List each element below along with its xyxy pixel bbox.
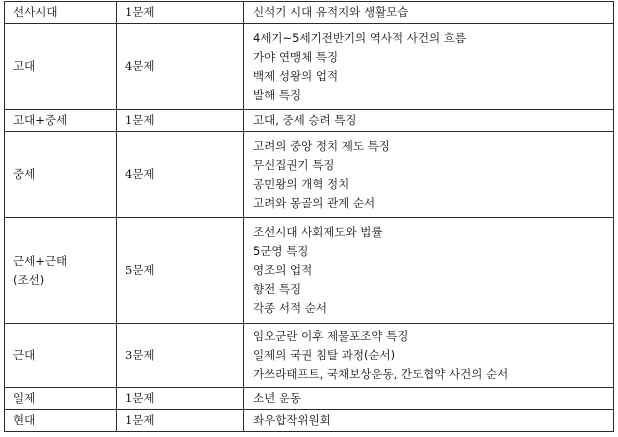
question-count: 1문제	[125, 113, 155, 127]
topic-item: 향전 특징	[253, 282, 302, 296]
topic-item: 고대, 중세 승려 특징	[253, 113, 357, 127]
question-count: 1문제	[125, 391, 155, 405]
topic-item: 각종 서적 순서	[253, 301, 327, 315]
topic-item: 발해 특징	[253, 87, 302, 102]
table-row	[5, 132, 614, 218]
era-cell	[5, 410, 117, 432]
table-row	[5, 2, 614, 24]
era-cell	[5, 132, 117, 218]
topic-item: 4세기~5세기전반기의 역사적 사건의 흐름	[253, 30, 466, 45]
table-row	[5, 218, 614, 324]
exam-topic-table	[4, 1, 614, 432]
topic-item: 백제 성왕의 업적	[253, 68, 339, 83]
topics-cell	[244, 24, 614, 110]
era-label: 중세	[13, 167, 36, 181]
topic-item: 영조의 업적	[253, 263, 313, 277]
era-sublabel: (조선)	[13, 272, 45, 287]
question-count: 3문제	[125, 348, 155, 362]
table-row	[5, 110, 614, 132]
topic-item: 임오군란 이후 제물포조약 특징	[253, 329, 409, 343]
question-count-cell	[117, 324, 244, 388]
question-count-cell	[117, 388, 244, 410]
era-label: 일제	[13, 391, 36, 405]
topics-cell	[244, 218, 614, 324]
topics-cell	[244, 132, 614, 218]
topic-item: 좌우합작위원회	[253, 413, 331, 427]
era-cell	[5, 218, 117, 324]
topics-cell	[244, 2, 614, 24]
question-count-cell	[117, 218, 244, 324]
era-label: 고대+중세	[13, 113, 68, 127]
topics-cell	[244, 410, 614, 432]
table-row	[5, 388, 614, 410]
era-label: 근세+근태	[13, 253, 68, 268]
question-count-cell	[117, 132, 244, 218]
question-count: 1문제	[125, 5, 155, 19]
topic-item: 공민왕의 개혁 정치	[253, 176, 350, 191]
table-row	[5, 410, 614, 432]
table-row	[5, 24, 614, 110]
era-cell	[5, 110, 117, 132]
question-count-cell	[117, 24, 244, 110]
question-count: 1문제	[125, 413, 155, 427]
topics-cell	[244, 324, 614, 388]
question-count: 4문제	[125, 59, 155, 73]
era-label: 근대	[13, 348, 36, 362]
topic-item: 5군영 특징	[253, 244, 309, 258]
era-cell	[5, 2, 117, 24]
table-row	[5, 324, 614, 388]
question-count-cell	[117, 110, 244, 132]
era-cell	[5, 324, 117, 388]
topic-item: 고려와 몽골의 관계 순서	[253, 195, 376, 210]
topic-item: 가야 연맹체 특징	[253, 49, 339, 64]
question-count: 4문제	[125, 167, 155, 181]
question-count-cell	[117, 410, 244, 432]
topic-item: 고려의 중앙 정치 제도 특징	[253, 138, 390, 153]
topics-cell	[244, 388, 614, 410]
topic-item: 무신집권기 특징	[253, 157, 335, 172]
era-cell	[5, 388, 117, 410]
question-count-cell	[117, 2, 244, 24]
topic-item: 조선시대 사회제도와 법률	[253, 225, 383, 239]
topic-item: 신석기 시대 유적지와 생활모습	[253, 5, 409, 19]
topic-item: 가쓰라태프트, 국채보상운동, 간도협약 사건의 순서	[253, 367, 509, 381]
topic-item: 일제의 국권 침탈 과정(순서)	[253, 348, 396, 362]
topic-item: 소년 운동	[253, 391, 302, 405]
era-cell	[5, 24, 117, 110]
question-count: 5문제	[125, 263, 155, 277]
era-label: 현대	[13, 413, 36, 427]
era-label: 선사시대	[13, 5, 58, 19]
era-label: 고대	[13, 59, 36, 73]
topics-cell	[244, 110, 614, 132]
